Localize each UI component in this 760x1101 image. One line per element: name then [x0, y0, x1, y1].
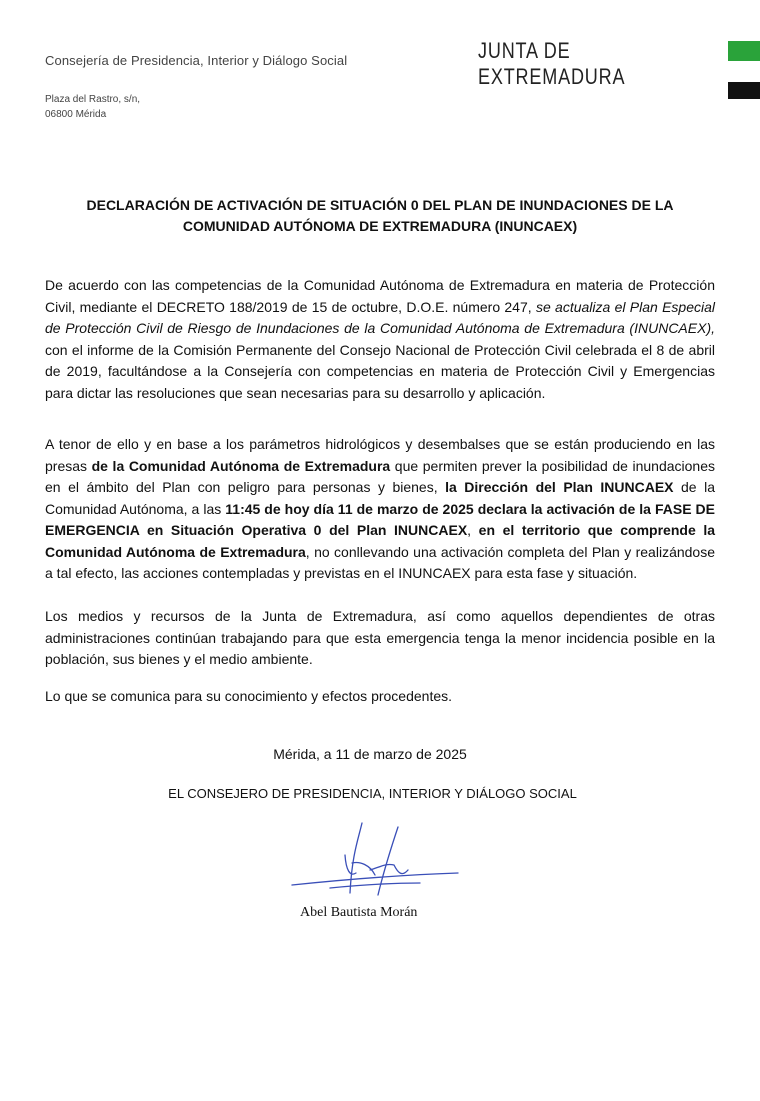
paragraph-3: Los medios y recursos de la Junta de Extremadura, así como aquellos dependientes de otras administraciones continúan trabajando para que esta emergencia tenga la menor incidencia posible en la población, sus bienes y el medio ambiente.	[45, 608, 715, 667]
signature-image	[290, 815, 460, 900]
signer-name: Abel Bautista Morán	[300, 905, 418, 920]
paragraph-1	[45, 275, 715, 404]
p1-text-1: De acuerdo con las competencias de la Comunidad Autónoma de Extremadura en materia de Protección Civil, mediante el DECRETO 188/2019 de 15 de octubre, D.O.E. número 247,	[45, 277, 715, 315]
p1-text-2: con el informe de la Comisión Permanente del Consejo Nacional de Protección Civil celebrada el 8 de abril de 2019, facultándose a la Consejería con competencias en materia de Protección Civil y Emergencias para dictar las resoluciones que sean necesarias para su desarrollo y aplicación.	[45, 341, 715, 401]
junta-logo: JUNTA DE EXTREMADURA	[478, 38, 626, 89]
address-line-1: Plaza del Rastro, s/n,	[45, 94, 141, 105]
p2-text-1: A tenor de ello y en base a los parámetros hidrológicos y desembalses que se están produciendo en las presas	[45, 436, 715, 474]
title-line-1: DECLARACIÓN DE ACTIVACIÓN DE SITUACIÓN 0 DEL PLAN DE INUNDACIONES DE LA	[86, 197, 674, 213]
paragraph-4: Lo que se comunica para su conocimiento y efectos procedentes.	[45, 688, 453, 704]
p2-text-2: que permiten prever la posibilidad de inundaciones en el ámbito del Plan con peligro para personas y bienes,	[45, 457, 715, 495]
paragraph-2	[45, 434, 715, 585]
p2-text-5: , no conllevando una activación completa del Plan y realizándose a tal efecto, las acciones contempladas y previstas en el INUNCAEX para esta fase y situación.	[45, 543, 715, 581]
signer-title: EL CONSEJERO DE PRESIDENCIA, INTERIOR Y DIÁLOGO SOCIAL	[168, 786, 577, 801]
department-name: Consejería de Presidencia, Interior y Diálogo Social	[45, 53, 348, 68]
document-title	[45, 195, 715, 237]
logo-green-bar	[728, 41, 760, 61]
p2-text-4: ,	[467, 522, 479, 538]
title-line-2: COMUNIDAD AUTÓNOMA DE EXTREMADURA (INUNCAEX)	[182, 218, 578, 234]
p2-bold-4: en el territorio que comprende la Comunidad Autónoma de Extremadura	[45, 522, 716, 560]
p1-italic: se actualiza el Plan Especial de Protección Civil de Riesgo de Inundaciones de la Comunidad Autónoma de Extremadura (INUNCAEX),	[45, 298, 715, 336]
address	[45, 92, 140, 122]
document-date: Mérida, a 11 de marzo de 2025	[273, 746, 467, 762]
p2-bold-3: 11:45 de hoy día 11 de marzo de 2025 declara la activación de la FASE DE EMERGENCIA en Situación Operativa 0 del Plan INUNCAEX	[45, 500, 715, 538]
p2-bold-1: de la Comunidad Autónoma de Extremadura	[91, 457, 391, 474]
p2-bold-2: la Dirección del Plan INUNCAEX	[445, 479, 674, 495]
address-line-2: 06800 Mérida	[45, 109, 107, 120]
logo-black-bar	[728, 82, 760, 99]
p2-text-3: de la Comunidad Autónoma, a las	[45, 479, 715, 517]
